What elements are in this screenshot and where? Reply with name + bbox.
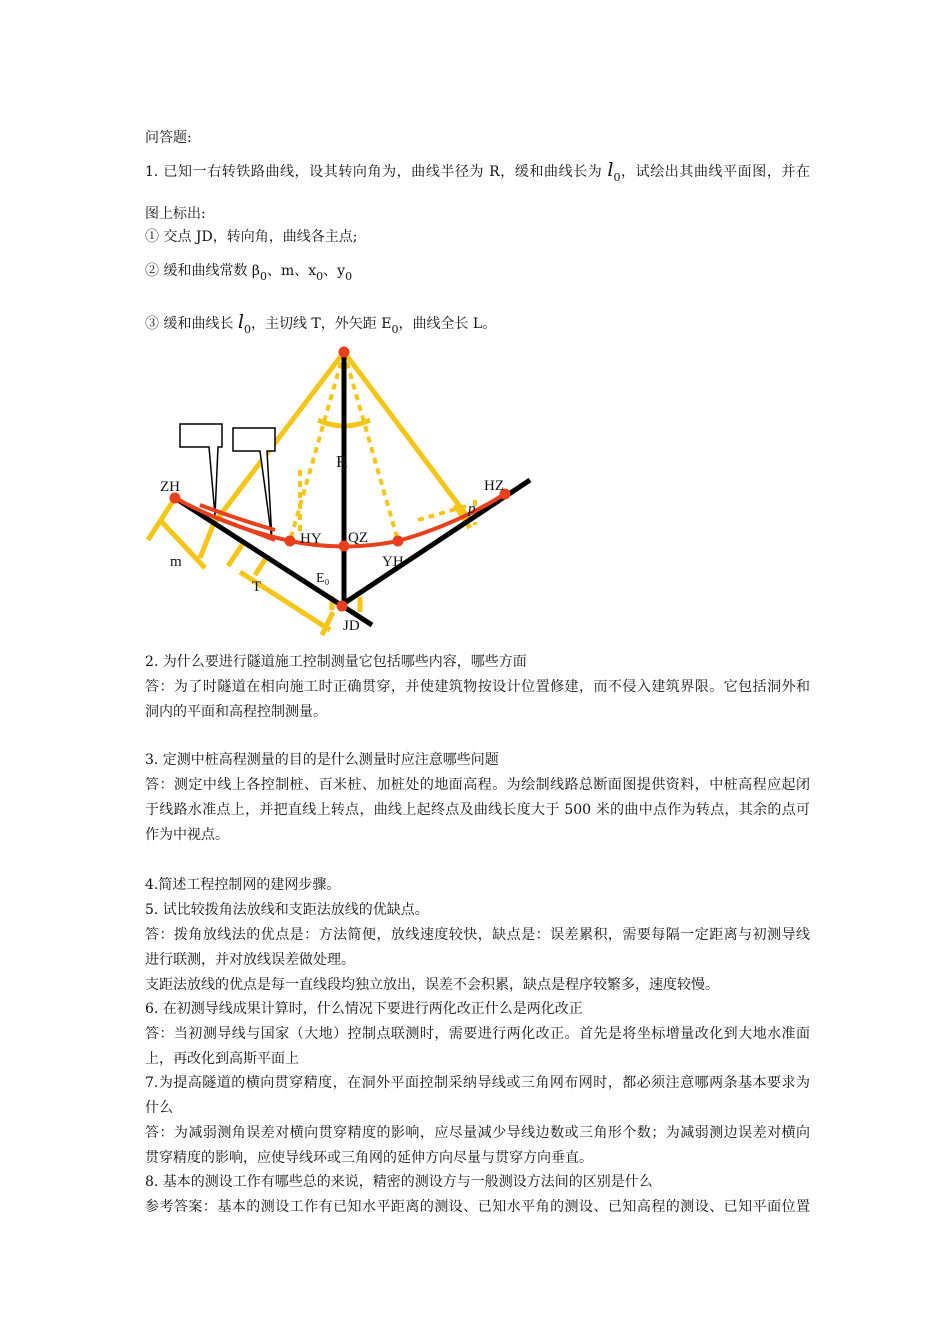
- label-jd: JD: [343, 618, 360, 634]
- point-hy: [285, 536, 295, 546]
- item2-text-a: ② 缓和曲线常数 β: [145, 263, 260, 279]
- q5-answer-3: 支距法放线的优点是每一直线段均独立放出，误差不会积累，缺点是程序较繁多，速度较慢。: [145, 977, 719, 993]
- q5-answer-1: 答：拨角放线法的优点是：方法简便，放线速度较快，缺点是：误差累积，需要每隔一定距离与初测导线: [145, 927, 810, 943]
- q6-question: 6. 在初测导线成果计算时，什么情况下要进行两化改正什么是两化改正: [145, 1001, 583, 1017]
- point-yh: [393, 536, 403, 546]
- item2-text-c: 、y: [323, 263, 346, 279]
- black-tangent-lines: [175, 352, 530, 625]
- q6-answer-1: 答：当初测导线与国家（大地）控制点联测时，需要进行两化改正。首先是将坐标增量改化到大地水准面: [145, 1026, 810, 1042]
- label-zh: ZH: [160, 479, 180, 495]
- q1-item-1: ① 交点 JD，转向角，曲线各主点;: [145, 229, 358, 245]
- q7-answer-1: 答：为减弱测角误差对横向贯穿精度的影响，应尽量减少导线边数或三角形个数；为减弱测边误差对横向: [145, 1125, 810, 1141]
- q5-answer-2: 进行联测，并对放线误差做处理。: [145, 952, 355, 968]
- label-qz: QZ: [348, 530, 368, 546]
- q1-line-2: 图上标出:: [145, 206, 206, 222]
- callout-box-1: [180, 424, 222, 515]
- main-points: [170, 347, 510, 611]
- label-r: R: [336, 452, 348, 471]
- q2-question: 2. 为什么要进行隧道施工控制测量它包括哪些内容，哪些方面: [145, 654, 527, 670]
- label-p: p: [468, 501, 476, 517]
- l-symbol: l: [607, 159, 614, 181]
- q7-question-1: 7.为提高隧道的横向贯穿精度，在洞外平面控制采纳导线或三角网布网时，都必须注意哪两条基本要求为: [145, 1075, 810, 1091]
- q7-question-2: 什么: [145, 1100, 173, 1116]
- q2-answer-2: 洞内的平面和高程控制测量。: [145, 704, 327, 720]
- item2-text-b: 、m、x: [267, 263, 317, 279]
- yellow-tick-2: [228, 542, 244, 566]
- yellow-tick-m: [200, 520, 215, 558]
- tangent-line-right: [340, 480, 530, 606]
- q5-question: 5. 试比较拨角法放线和支距法放线的优缺点。: [145, 902, 429, 918]
- q3-answer-1: 答：测定中线上各控制桩、百米桩、加桩处的地面高程。为绘制线路总断面图提供资料，中桩高程应起闭: [145, 777, 810, 793]
- item3-sub-2: 0: [391, 323, 399, 336]
- item3-l-symbol: l: [237, 311, 244, 333]
- label-e0: E₀: [316, 571, 330, 586]
- railway-curve-diagram: [0, 0, 950, 650]
- q7-answer-2: 贯穿精度的影响，应使导线环或三角网的延伸方向尽量与贯穿方向垂直。: [145, 1150, 593, 1166]
- item3-text-b: ，主切线 T，外矢距 E: [250, 316, 392, 332]
- label-yh: YH: [382, 554, 404, 570]
- label-m: m: [170, 554, 182, 570]
- label-t: T: [252, 579, 262, 595]
- point-jd: [337, 601, 347, 611]
- point-center: [339, 347, 349, 357]
- q8-answer-1: 参考答案：基本的测设工作有已知水平距离的测设、已知水平角的测设、已知高程的测设、已知平面位置: [145, 1199, 810, 1215]
- q8-question: 8. 基本的测设工作有哪些总的来说，精密的测设方与一般测设方法间的区别是什么: [145, 1174, 653, 1190]
- q3-answer-2: 于线路水准点上，并把直线上转点，曲线上起终点及曲线长度大于 500 米的曲中点作为转点，其余的点可: [145, 802, 810, 818]
- q6-answer-2: 上，再改化到高斯平面上: [145, 1051, 299, 1067]
- label-hy: HY: [300, 531, 322, 547]
- item3-text-c: ，曲线全长 L。: [398, 316, 497, 332]
- q4-question: 4.简述工程控制网的建网步骤。: [145, 877, 341, 893]
- q3-answer-3: 作为中视点。: [145, 827, 229, 843]
- yellow-construction-lines: [148, 352, 470, 635]
- item2-sub-1: 0: [260, 270, 267, 283]
- q1-text-b: ，试绘出其曲线平面图，并在: [620, 164, 811, 180]
- dotted-radius-yh: [344, 352, 398, 541]
- q3-question: 3. 定测中桩高程测量的目的是什么测量时应注意哪些问题: [145, 752, 499, 768]
- yellow-radius-right: [344, 352, 470, 520]
- q1-text-a: 1. 已知一右转铁路曲线，设其转向角为，曲线半径为 R，缓和曲线长为: [145, 164, 608, 180]
- dotted-radius-hy: [290, 352, 344, 541]
- item3-text-a: ③ 缓和曲线长: [145, 316, 238, 332]
- item2-sub-3: 0: [345, 270, 353, 283]
- yellow-dotted-lines: [290, 352, 475, 541]
- item2-sub-2: 0: [316, 270, 324, 283]
- l-subscript: 0: [613, 171, 621, 184]
- q2-answer-1: 答：为了时隧道在相向施工时正确贯穿，并使建筑物按设计位置修建，而不侵入建筑界限。它包括洞外和: [145, 679, 810, 695]
- item3-sub-1: 0: [243, 323, 251, 336]
- section-heading: 问答题:: [145, 130, 192, 146]
- yellow-m-dim: [160, 520, 205, 568]
- label-hz: HZ: [484, 478, 504, 494]
